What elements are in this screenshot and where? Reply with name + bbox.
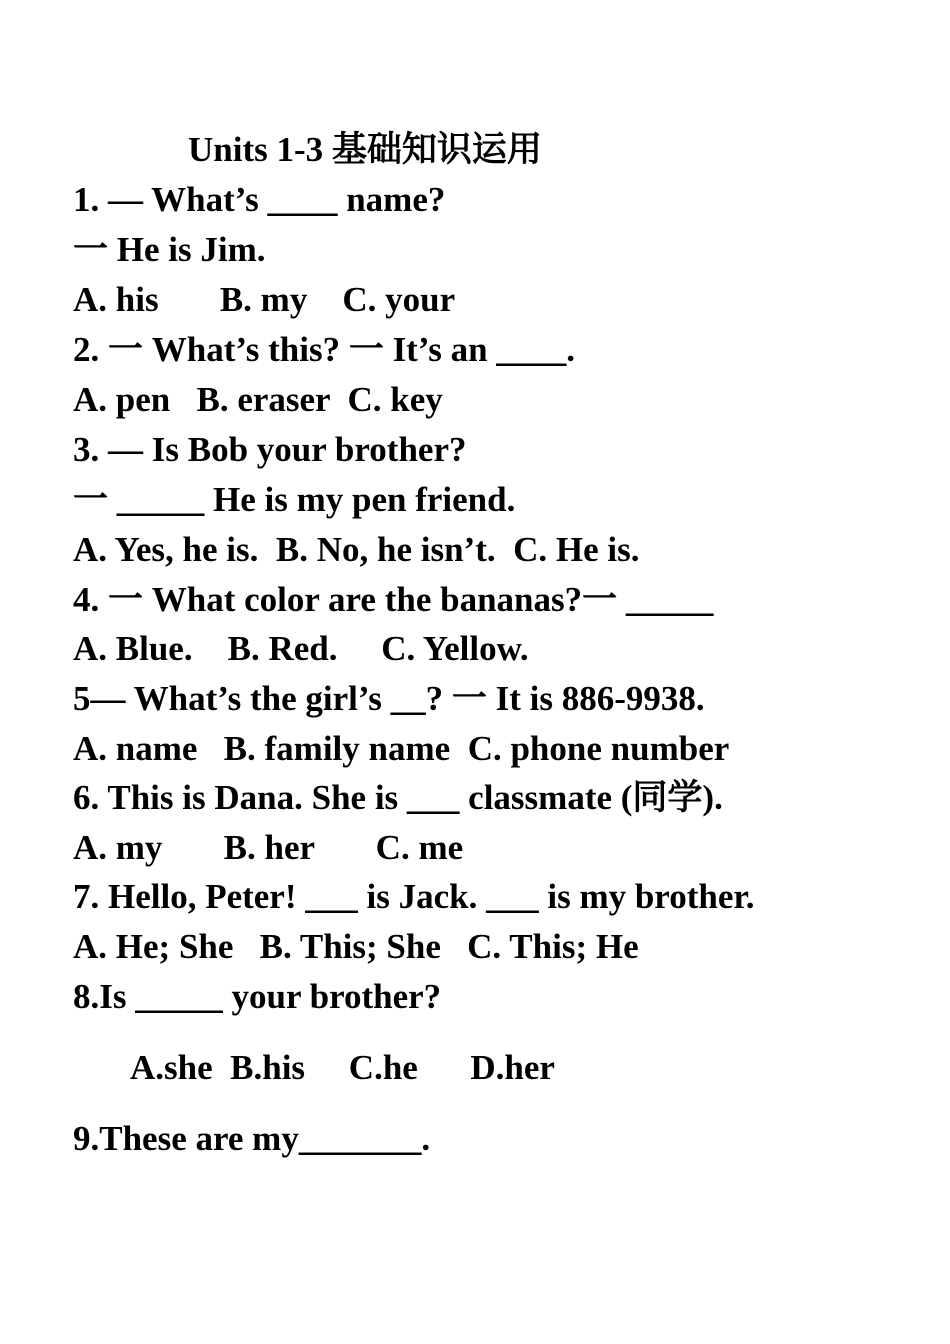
page-title: Units 1-3 基础知识运用 xyxy=(188,130,542,169)
question-4-stem: 4. 一 What color are the bananas?一 _____ xyxy=(73,580,714,619)
question-4-options: A. Blue. B. Red. C. Yellow. xyxy=(73,629,529,668)
question-7-options: A. He; She B. This; She C. This; He xyxy=(73,927,639,966)
question-3-options: A. Yes, he is. B. No, he isn’t. C. He is. xyxy=(73,530,640,569)
question-8-options: A.she B.his C.he D.her xyxy=(130,1048,555,1087)
question-3-stem: 3. — Is Bob your brother? xyxy=(73,430,467,469)
question-8-stem: 8.Is _____ your brother? xyxy=(73,977,442,1016)
question-2-stem: 2. 一 What’s this? 一 It’s an ____. xyxy=(73,330,576,369)
question-6-options: A. my B. her C. me xyxy=(73,828,464,867)
question-7-stem: 7. Hello, Peter! ___ is Jack. ___ is my brother. xyxy=(73,877,755,916)
question-5-stem: 5— What’s the girl’s __? 一 It is 886-9938. xyxy=(73,679,705,718)
question-5-options: A. name B. family name C. phone number xyxy=(73,729,730,768)
question-3-reply: 一 _____ He is my pen friend. xyxy=(73,480,516,519)
question-1-stem: 1. — What’s ____ name? xyxy=(73,180,446,219)
question-2-options: A. pen B. eraser C. key xyxy=(73,380,443,419)
question-1-options: A. his B. my C. your xyxy=(73,280,456,319)
question-6-stem: 6. This is Dana. She is ___ classmate (同学). xyxy=(73,778,723,817)
question-1-reply: 一 He is Jim. xyxy=(73,230,266,269)
question-9-stem: 9.These are my_______. xyxy=(73,1119,431,1158)
